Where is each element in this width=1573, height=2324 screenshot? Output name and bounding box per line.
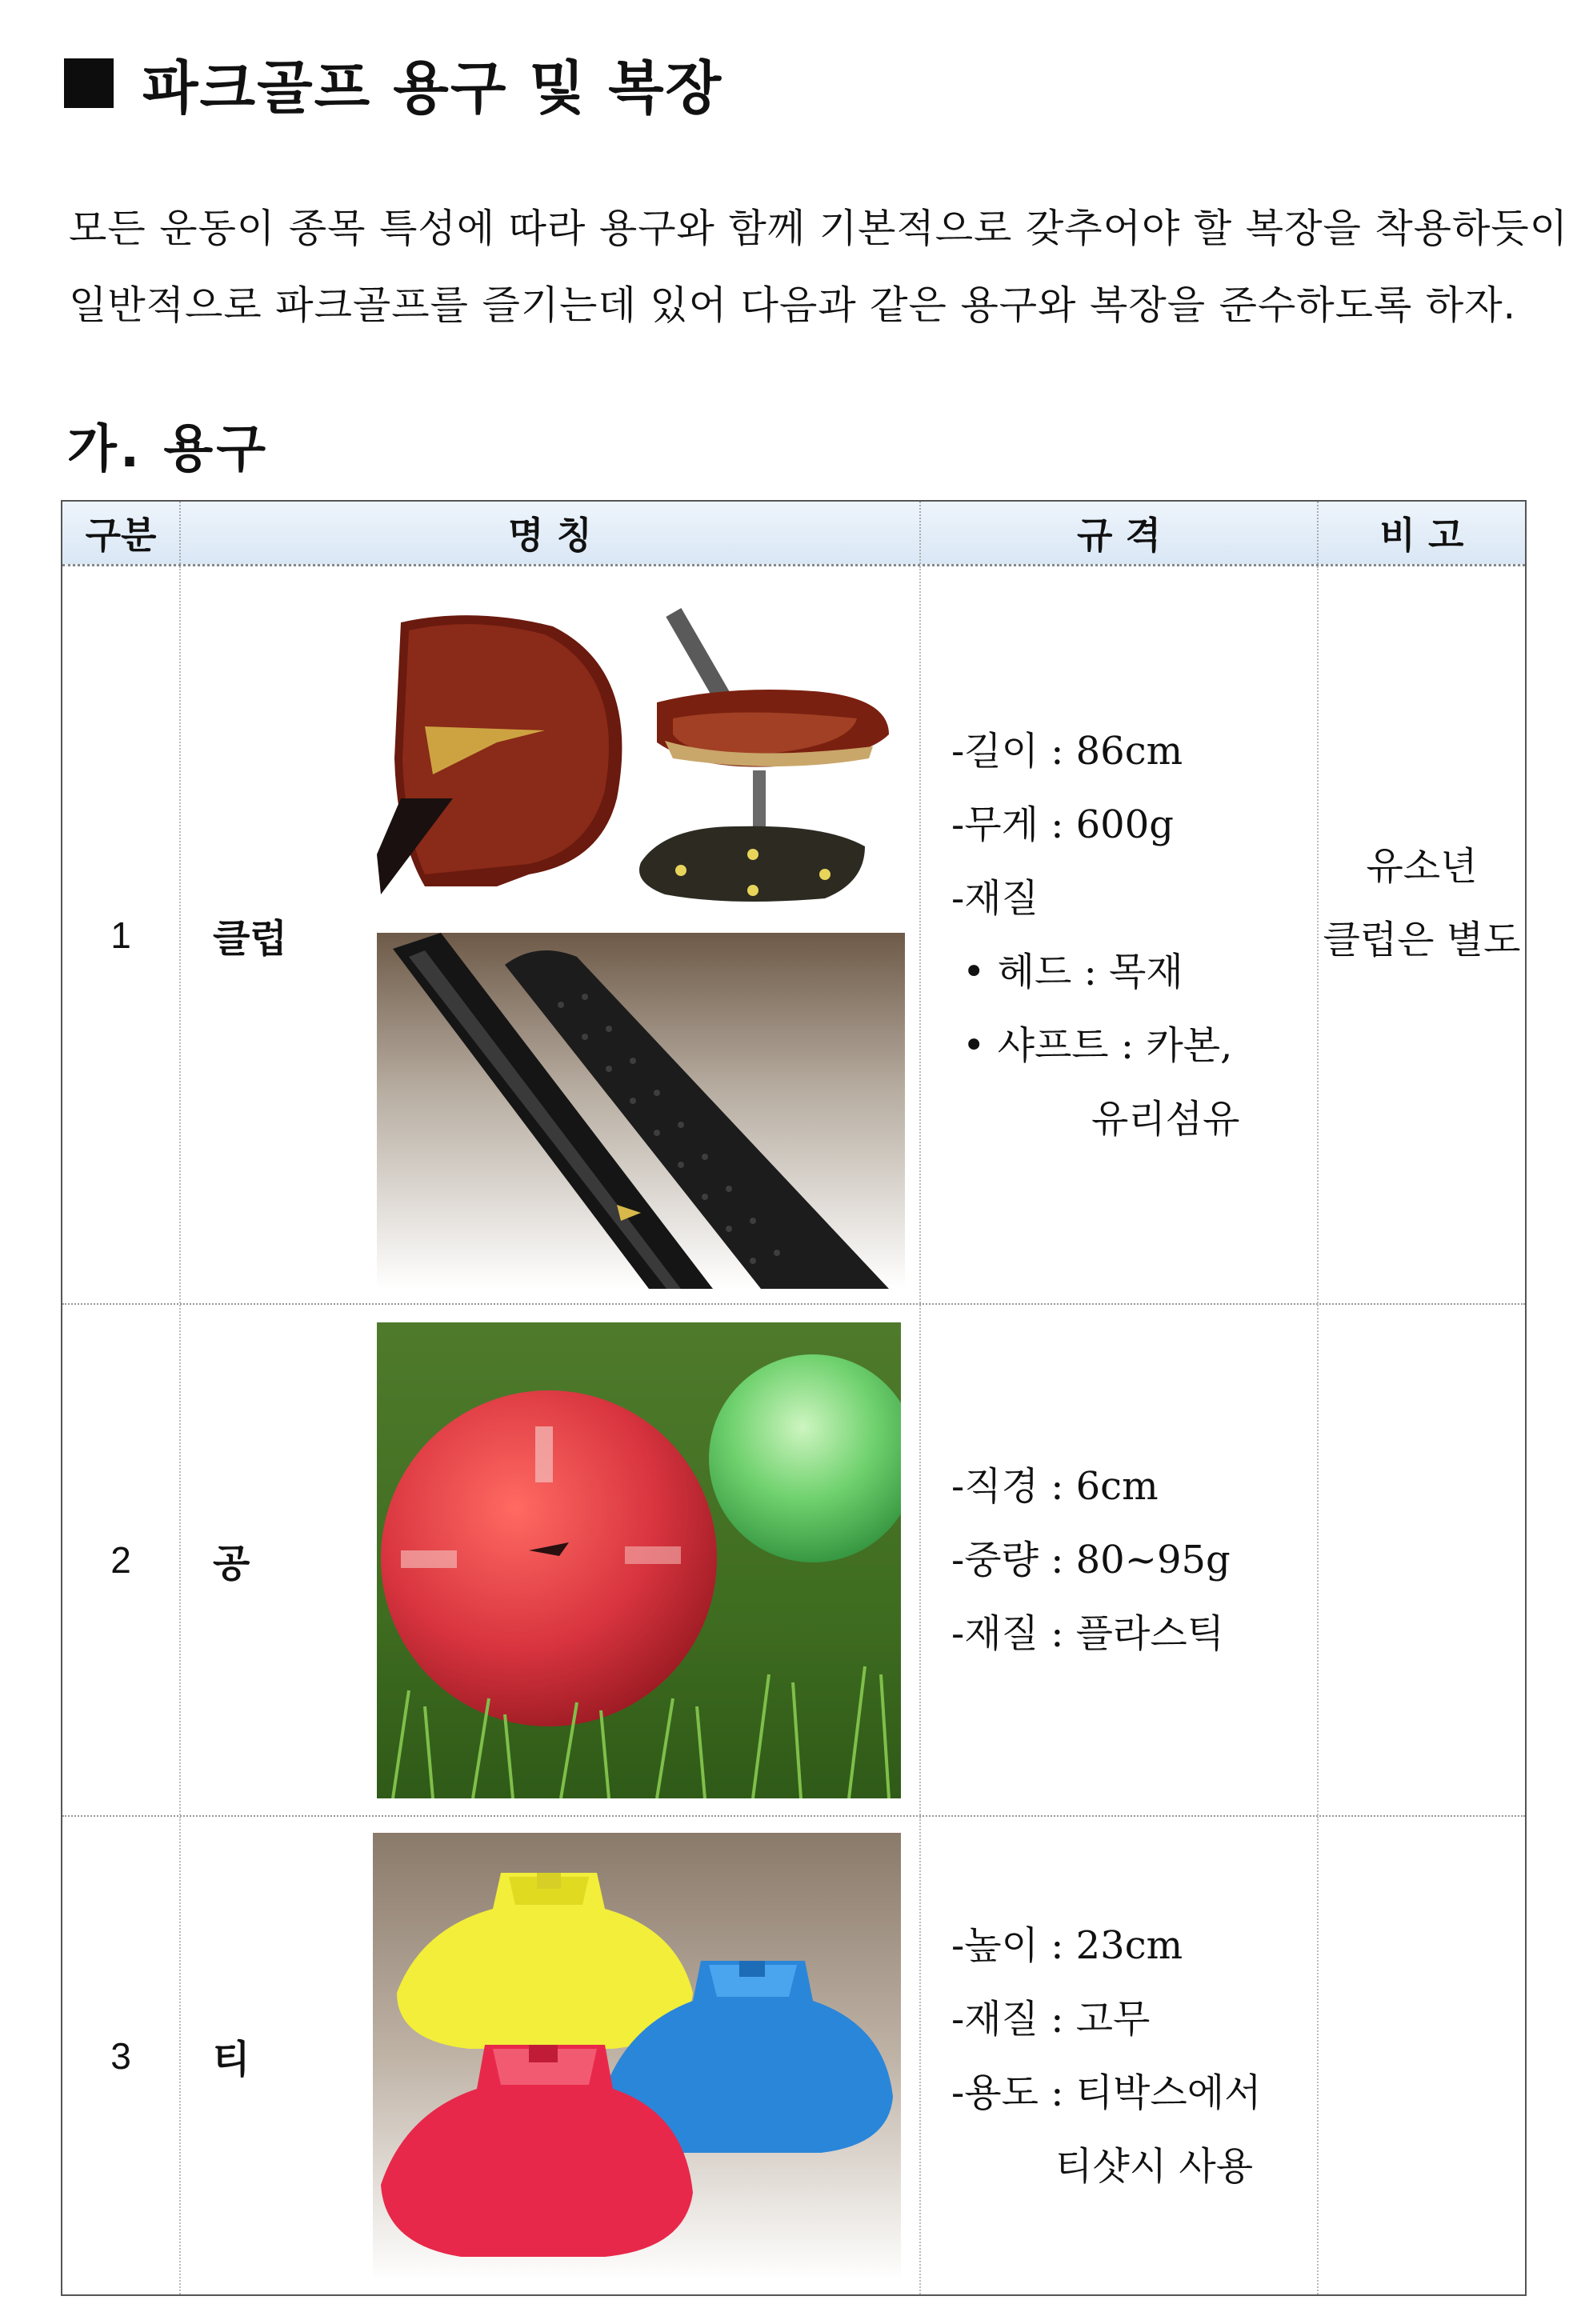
- intro-line-2: 일반적으로 파크골프를 즐기는데 있어 다음과 같은 용구와 복장을 준수하도록 하자.: [69, 282, 1517, 328]
- row-number: 1: [62, 566, 181, 1303]
- spec-cell: [921, 1305, 1319, 1815]
- intro-paragraph: [69, 190, 1569, 344]
- spec-line: -용도 : 티박스에서: [951, 2070, 1262, 2115]
- item-name: 티: [213, 2037, 250, 2082]
- square-bullet-icon: [64, 58, 114, 108]
- table-row-ball: [62, 1305, 1525, 1817]
- name-cell: [181, 566, 921, 1303]
- note-cell: [1319, 1305, 1525, 1815]
- header-note: 비 고: [1379, 514, 1464, 557]
- spec-line: • 샤프트 : 카본,: [963, 1022, 1233, 1068]
- spec-line: -재질 : 고무: [951, 1996, 1151, 2042]
- spec-line: -길이 : 86cm: [951, 728, 1183, 774]
- name-cell: [181, 1305, 921, 1815]
- spec-cell: [921, 1817, 1319, 2294]
- spec-line: -재질: [951, 875, 1039, 921]
- note-cell: [1319, 1817, 1525, 2294]
- header-spec: 규 격: [921, 502, 1319, 564]
- page-title-text: 파크골프 용구 및 복장: [142, 54, 723, 122]
- intro-line-1: 모든 운동이 종목 특성에 따라 용구와 함께 기본적으로 갖추어야 할 복장을 착용하듯이: [69, 206, 1569, 251]
- item-name: 클럽: [213, 916, 287, 961]
- row-number: 2: [62, 1305, 181, 1815]
- spec-line: -중량 : 80~95g: [951, 1538, 1231, 1582]
- section-title: 가. 용구: [67, 420, 270, 479]
- note-cell: [1319, 566, 1525, 1303]
- name-cell: [181, 1817, 921, 2294]
- equipment-table: [61, 500, 1527, 2296]
- club-head-image: [377, 598, 905, 914]
- spec-line: -높이 : 23cm: [951, 1922, 1183, 1968]
- table-row-club: [62, 566, 1525, 1305]
- page-title: [64, 42, 722, 125]
- header-name: 명 칭: [181, 502, 921, 564]
- spec-line: -무게 : 600g: [951, 802, 1174, 847]
- note-line: 유소년: [1366, 843, 1478, 889]
- header-category: 구분: [62, 502, 181, 564]
- spec-line: -재질 : 플라스틱: [951, 1611, 1225, 1656]
- item-name: 공: [213, 1541, 250, 1586]
- spec-line: • 헤드 : 목재: [963, 949, 1183, 994]
- tee-image: [373, 1833, 901, 2281]
- spec-line: 티샷시 사용: [1055, 2143, 1254, 2189]
- spec-line: -직경 : 6cm: [951, 1464, 1159, 1509]
- row-number: 3: [62, 1817, 181, 2294]
- ball-image: [377, 1322, 901, 1798]
- spec-cell: [921, 566, 1319, 1303]
- spec-line: 유리섬유: [1091, 1096, 1240, 1142]
- note-line: 클럽은 별도: [1323, 917, 1521, 962]
- club-grip-image: [377, 933, 905, 1289]
- table-header: [62, 502, 1525, 566]
- table-row-tee: [62, 1817, 1525, 2294]
